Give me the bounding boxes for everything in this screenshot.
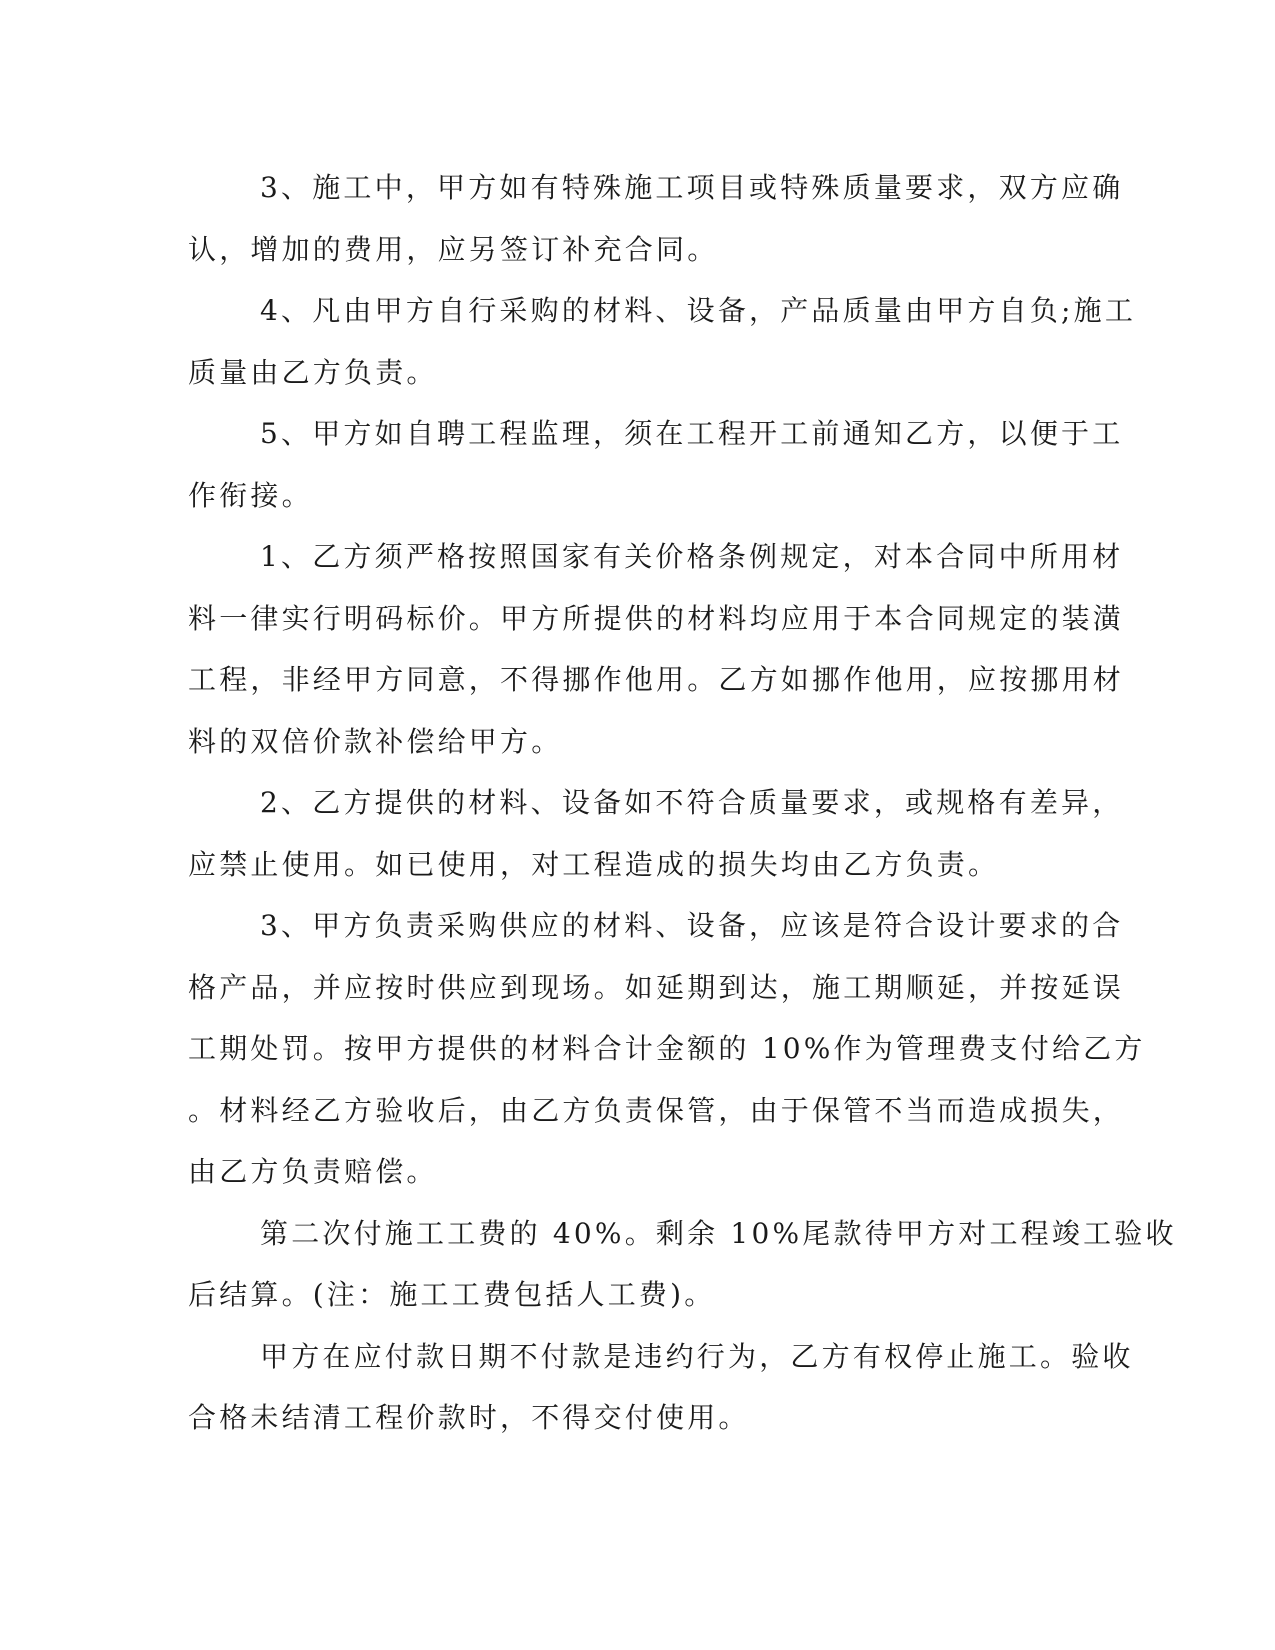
text-line: 由乙方负责赔偿。 xyxy=(188,1155,438,1188)
text-line: 合格未结清工程价款时，不得交付使用。 xyxy=(188,1401,750,1434)
text-line: 甲方在应付款日期不付款是违约行为，乙方有权停止施工。验收 xyxy=(260,1339,1134,1373)
text-line: 后结算。(注：施工工费包括人工费)。 xyxy=(188,1278,716,1311)
text-line: 认，增加的费用，应另签订补充合同。 xyxy=(188,232,719,266)
text-line: 4、凡由甲方自行采购的材料、设备，产品质量由甲方自负;施工 xyxy=(260,294,1137,327)
text-line: 5、甲方如自聘工程监理，须在工程开工前通知乙方，以便于工 xyxy=(260,417,1124,450)
text-line: 应禁止使用。如已使用，对工程造成的损失均由乙方负责。 xyxy=(188,847,1000,881)
text-line: 3、施工中，甲方如有特殊施工项目或特殊质量要求，双方应确 xyxy=(260,171,1124,204)
text-line: 2、乙方提供的材料、设备如不符合质量要求，或规格有差异， xyxy=(260,786,1124,819)
text-line: 工程，非经甲方同意，不得挪作他用。乙方如挪作他用，应按挪用材 xyxy=(188,663,1125,696)
text-line: 作衔接。 xyxy=(188,478,313,512)
text-line: 工期处罚。按甲方提供的材料合计金额的 10%作为管理费支付给乙方 xyxy=(188,1032,1146,1065)
text-line: 第二次付施工工费的 40%。剩余 10%尾款待甲方对工程竣工验收 xyxy=(260,1216,1177,1250)
text-line: 料一律实行明码标价。甲方所提供的材料均应用于本合同规定的装潢 xyxy=(188,601,1125,635)
text-line: 1、乙方须严格按照国家有关价格条例规定，对本合同中所用材 xyxy=(260,540,1124,573)
text-line: 格产品，并应按时供应到现场。如延期到达，施工期顺延，并按延误 xyxy=(188,970,1125,1004)
text-line: 料的双倍价款补偿给甲方。 xyxy=(188,724,563,758)
text-line: 质量由乙方负责。 xyxy=(188,355,438,389)
text-line: 。材料经乙方验收后，由乙方负责保管，由于保管不当而造成损失， xyxy=(188,1093,1125,1127)
text-line: 3、甲方负责采购供应的材料、设备，应该是符合设计要求的合 xyxy=(260,909,1124,942)
contract-text-body xyxy=(188,157,1177,1449)
